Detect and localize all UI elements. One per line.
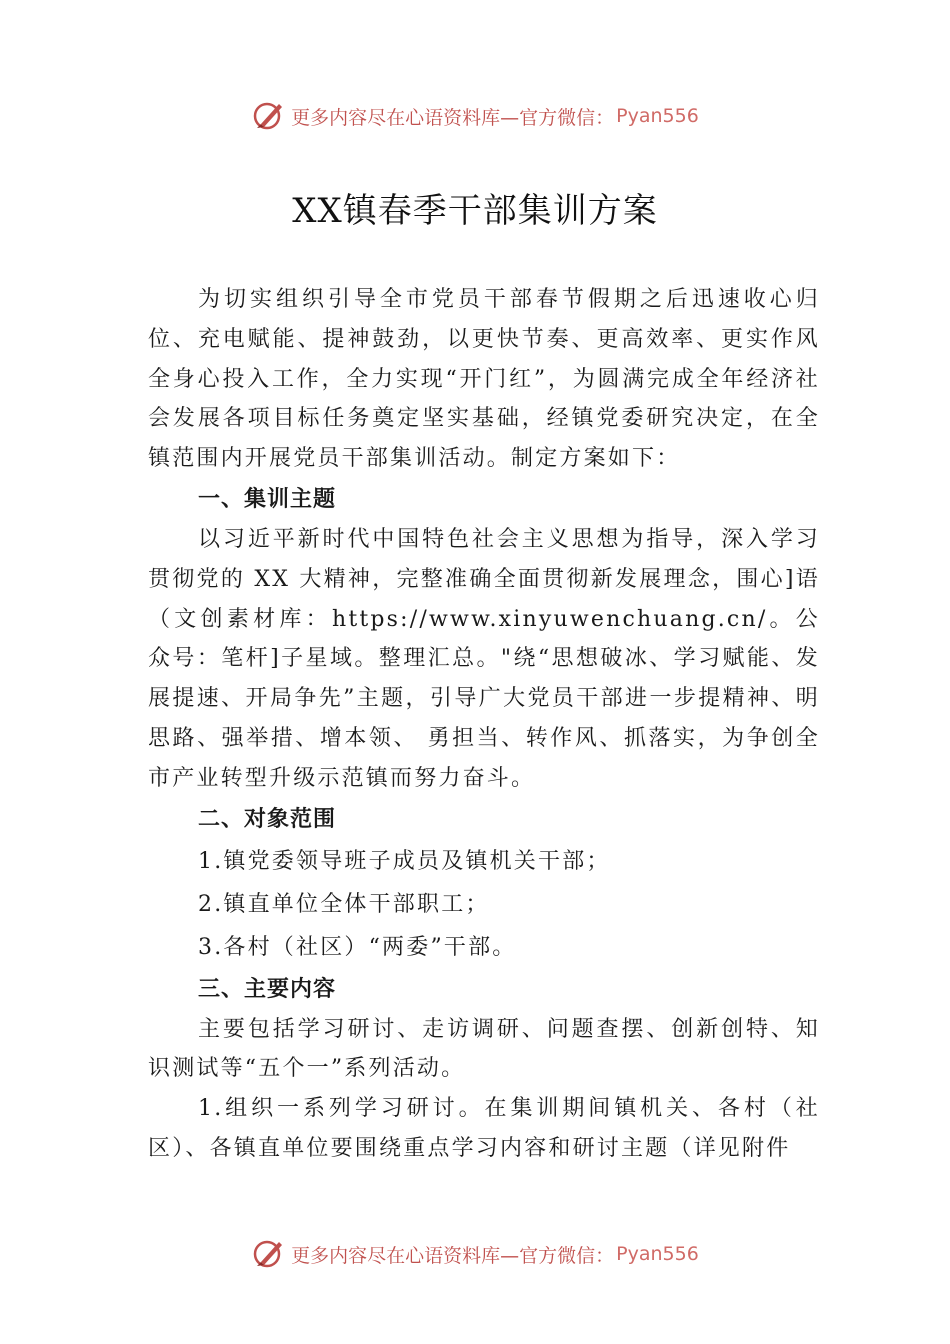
- banner-handle: Pyan556: [616, 105, 699, 127]
- document-title: XX镇春季干部集训方案: [292, 191, 658, 231]
- section-heading-theme: 一、集训主题: [198, 486, 337, 512]
- section-heading-scope: 二、对象范围: [198, 806, 337, 832]
- scope-item: 1.镇党委领导班子成员及镇机关干部；: [198, 848, 611, 874]
- document-body: [148, 280, 820, 1169]
- intro-paragraph: 为切实组织引导全市党员干部春节假期之后迅速收心归位、充电赋能、提神鼓劲，以更快节奏、更高效率、更实作风全身心投入工作，全力实现“开门红”，为圆满完成全年经济社会发展各项目标任务奠定坚实基础，经镇党委研究决定，在全镇范围内开展党员干部集训活动。制定方案如下：: [148, 287, 820, 472]
- section-heading-content: 三、主要内容: [198, 976, 337, 1002]
- header-banner: [0, 96, 950, 136]
- theme-paragraph: 以习近平新时代中国特色社会主义思想为指导，深入学习贯彻党的 XX 大精神，完整准确全面贯彻新发展理念，围心]语（文创素材库：https://www.xinyuwenchuang.cn/。公众号：笔杆]子星域。整理汇总。"绕“思想破冰、学习赋能、发展提速、开局争先”主题，引导广大党员干部进一步提精神、明思路、强举措、增本领、 勇担当、转作风、抓落实，为争创全市产业转型升级示范镇而努力奋斗。: [148, 526, 820, 791]
- content-item-1: 1.组织一系列学习研讨。在集训期间镇机关、各村（社区）、各镇直单位要围绕重点学习内容和研讨主题（详见附件: [148, 1096, 820, 1161]
- banner-text: 更多内容尽在心语资料库—官方微信：: [291, 106, 615, 129]
- content-paragraph: 主要包括学习研讨、走访调研、问题查摆、创新创特、知识测试等“五个一”系列活动。: [148, 1016, 820, 1082]
- banner-handle: Pyan556: [616, 1243, 699, 1265]
- pen-logo-icon: [251, 1236, 287, 1272]
- scope-item: 3.各村（社区）“两委”干部。: [198, 934, 517, 960]
- scope-item: 2.镇直单位全体干部职工；: [198, 891, 490, 917]
- pen-logo-icon: [251, 98, 287, 134]
- banner-text: 更多内容尽在心语资料库—官方微信：: [291, 1244, 615, 1267]
- footer-banner: [0, 1234, 950, 1274]
